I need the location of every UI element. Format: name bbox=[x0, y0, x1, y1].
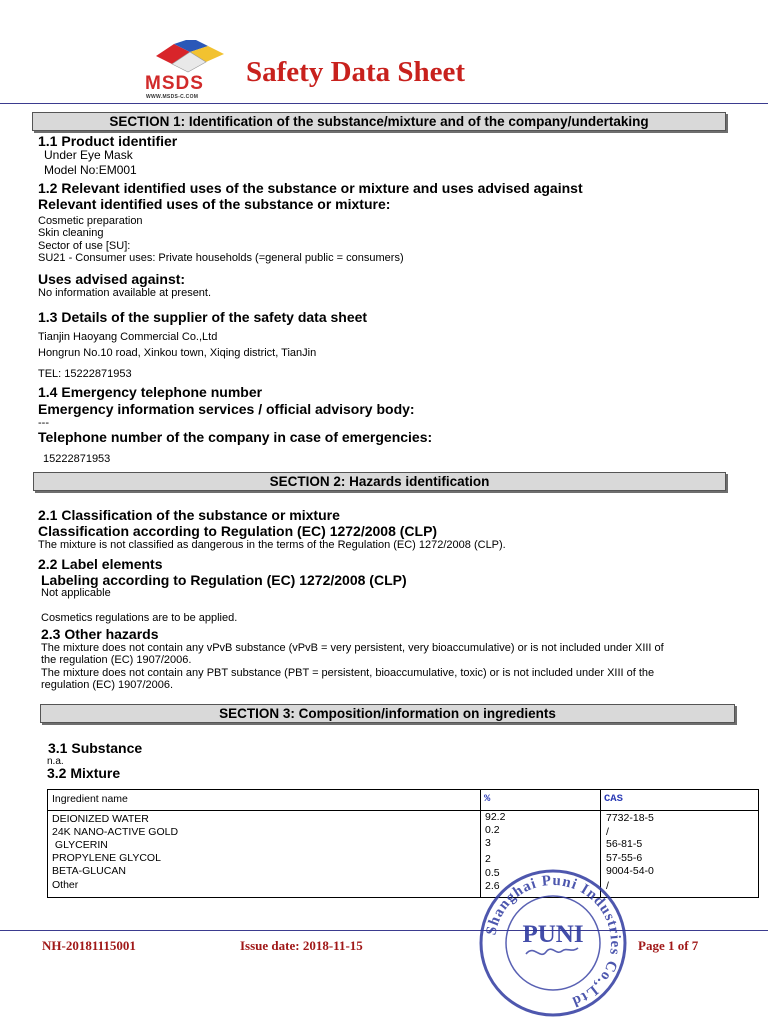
footer-rule bbox=[0, 930, 768, 931]
section-1-bar: SECTION 1: Identification of the substance/mixture and of the company/undertaking bbox=[32, 112, 726, 131]
cosmetics-text: Cosmetics regulations are to be applied. bbox=[41, 612, 238, 624]
advised-against-heading: Uses advised against: bbox=[38, 271, 186, 287]
table-cell-name: 24K NANO-ACTIVE GOLD bbox=[52, 826, 179, 838]
ingredients-table bbox=[47, 789, 759, 898]
supplier-tel: TEL: 15222871953 bbox=[38, 368, 132, 380]
logo-url: WWW.MSDS-C.COM bbox=[146, 94, 199, 100]
table-cell-cas: / bbox=[606, 880, 609, 892]
emergency-services-heading: Emergency information services / official advisory body: bbox=[38, 401, 415, 417]
pbt-text: regulation (EC) 1907/2006. bbox=[41, 679, 174, 691]
table-cell-percent: 0.2 bbox=[485, 824, 500, 836]
signature-icon bbox=[526, 948, 578, 954]
vpvb-text: the regulation (EC) 1907/2006. bbox=[41, 654, 192, 666]
table-cell-cas: 56-81-5 bbox=[606, 838, 643, 850]
table-cell-name: DEIONIZED WATER bbox=[52, 813, 149, 825]
table-cell-name: GLYCERIN bbox=[52, 839, 108, 851]
header-divider bbox=[48, 810, 758, 811]
vpvb-text: The mixture does not contain any vPvB substance (vPvB = very persistent, very bioaccumulative) or is not included under XIII of bbox=[41, 642, 664, 654]
substance-value: n.a. bbox=[47, 756, 64, 767]
company-phone-value: 15222871953 bbox=[43, 453, 111, 465]
heading-2-1: 2.1 Classification of the substance or mixture bbox=[38, 507, 340, 523]
section-2-bar: SECTION 2: Hazards identification bbox=[33, 472, 726, 491]
document-number: NH-20181115001 bbox=[42, 938, 136, 953]
labeling-text: Not applicable bbox=[41, 587, 111, 599]
table-cell-percent: 92.2 bbox=[485, 811, 506, 823]
issue-date: Issue date: 2018-11-15 bbox=[240, 938, 363, 953]
heading-1-4: 1.4 Emergency telephone number bbox=[38, 384, 263, 400]
supplier-address: Hongrun No.10 road, Xinkou town, Xiqing district, TianJin bbox=[38, 347, 317, 359]
table-cell-name: PROPYLENE GLYCOL bbox=[52, 852, 161, 864]
use-item: Sector of use [SU]: bbox=[38, 240, 131, 252]
advised-against-text: No information available at present. bbox=[38, 287, 212, 299]
use-item: SU21 - Consumer uses: Private households (=general public = consumers) bbox=[38, 252, 404, 264]
stamp-ring-text: Shanghai Puni Industries Co.,Ltd bbox=[483, 872, 624, 1010]
company-stamp bbox=[478, 868, 628, 1018]
header-rule bbox=[0, 103, 768, 104]
heading-2-3: 2.3 Other hazards bbox=[41, 626, 159, 642]
labeling-heading: Labeling according to Regulation (EC) 1272/2008 (CLP) bbox=[41, 572, 407, 588]
table-cell-percent: 2.6 bbox=[485, 880, 500, 892]
table-cell-percent: 3 bbox=[485, 837, 491, 849]
table-cell-cas: 7732-18-5 bbox=[606, 812, 654, 824]
heading-1-1: 1.1 Product identifier bbox=[38, 133, 178, 149]
page-title: Safety Data Sheet bbox=[246, 56, 466, 88]
stamp-center-text: PUNI bbox=[522, 921, 584, 948]
page-number: Page 1 of 7 bbox=[638, 938, 699, 953]
company-stamp-icon bbox=[478, 868, 628, 1018]
heading-3-1: 3.1 Substance bbox=[48, 740, 143, 756]
table-cell-percent: 2 bbox=[485, 853, 491, 865]
table-cell-cas: / bbox=[606, 826, 609, 838]
heading-1-2: 1.2 Relevant identified uses of the substance or mixture and uses advised against bbox=[38, 180, 583, 196]
column-header-name: Ingredient name bbox=[52, 793, 128, 805]
column-header-cas: CAS bbox=[604, 793, 623, 805]
use-item: Skin cleaning bbox=[38, 227, 104, 239]
use-item: Cosmetic preparation bbox=[38, 215, 143, 227]
relevant-uses-heading: Relevant identified uses of the substance or mixture: bbox=[38, 196, 391, 212]
logo-text: MSDS bbox=[145, 73, 204, 94]
emergency-services-value: --- bbox=[38, 417, 49, 429]
heading-1-3: 1.3 Details of the supplier of the safety data sheet bbox=[38, 309, 368, 325]
table-cell-cas: 57-55-6 bbox=[606, 852, 643, 864]
product-name: Under Eye Mask bbox=[44, 148, 133, 162]
classification-text: The mixture is not classified as dangerous in the terms of the Regulation (EC) 1272/2008 (CLP). bbox=[38, 539, 506, 551]
pbt-text: The mixture does not contain any PBT substance (PBT = persistent, bioaccumulative, toxic) or is not included under XIII of the bbox=[41, 667, 655, 679]
table-cell-name: Other bbox=[52, 879, 79, 891]
heading-2-2: 2.2 Label elements bbox=[38, 556, 163, 572]
supplier-company: Tianjin Haoyang Commercial Co.,Ltd bbox=[38, 331, 218, 343]
section-3-bar: SECTION 3: Composition/information on ingredients bbox=[40, 704, 735, 723]
heading-3-2: 3.2 Mixture bbox=[47, 765, 121, 781]
table-cell-cas: 9004-54-0 bbox=[606, 865, 654, 877]
column-header-percent: % bbox=[484, 793, 491, 805]
company-phone-heading: Telephone number of the company in case of emergencies: bbox=[38, 429, 433, 445]
table-cell-name: BETA-GLUCAN bbox=[52, 865, 126, 877]
table-cell-percent: 0.5 bbox=[485, 867, 500, 879]
classification-heading: Classification according to Regulation (EC) 1272/2008 (CLP) bbox=[38, 523, 438, 539]
model-number: Model No:EM001 bbox=[44, 163, 137, 177]
